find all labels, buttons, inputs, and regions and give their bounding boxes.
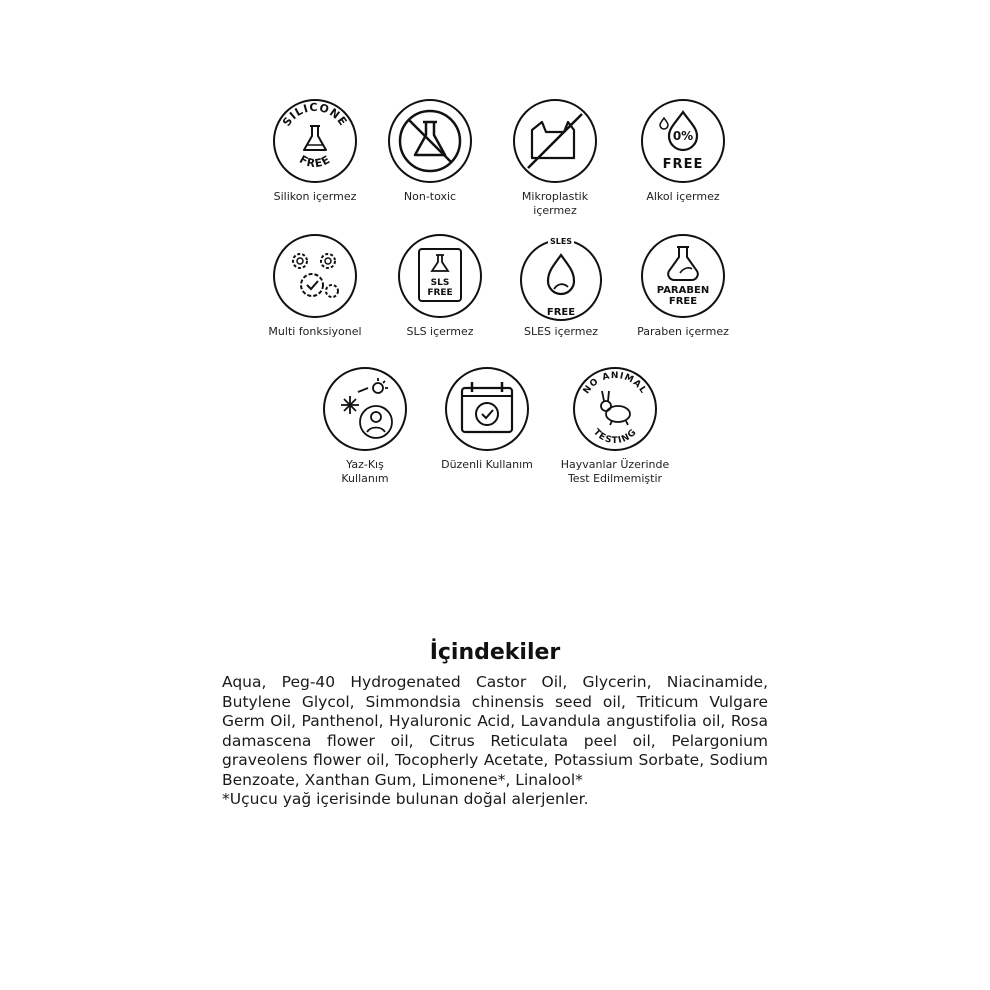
badge-label: Mikroplastik içermez [521, 190, 589, 217]
badge-sles-free [506, 233, 616, 339]
silicone-free-icon [272, 98, 358, 184]
ingredients-section [222, 640, 768, 810]
badge-microplastic-free [500, 98, 610, 218]
no-animal-testing-icon [572, 366, 658, 452]
alcohol-free-icon [640, 98, 726, 184]
svg-text:FREE: FREE [668, 296, 698, 307]
paraben-free-icon [640, 233, 726, 319]
calendar-check-icon [444, 366, 530, 452]
allergen-note: *Uçucu yağ içerisinde bulunan doğal alerjenler. [222, 790, 589, 808]
badge-label: Hayvanlar Üzerinde Test Edilmemiştir [560, 458, 670, 485]
badge-label: Paraben içermez [637, 325, 729, 338]
svg-text:SLS: SLS [430, 278, 450, 288]
badge-alcohol-free [628, 98, 738, 204]
svg-text:FREE: FREE [297, 152, 333, 171]
svg-text:PARABEN: PARABEN [656, 285, 710, 296]
badge-summer-winter [310, 366, 420, 486]
badge-paraben-free [628, 233, 738, 339]
badge-multifunction [260, 233, 370, 339]
svg-text:TESTING: TESTING [590, 427, 640, 447]
badge-label: Yaz-Kış Kullanım [341, 458, 389, 485]
svg-text:NO ANIMAL: NO ANIMAL [581, 370, 649, 397]
badge-label: Non-toxic [403, 190, 457, 203]
badge-sls-free [385, 233, 495, 339]
multifunction-gears-icon [272, 233, 358, 319]
badge-label: SLS içermez [406, 325, 474, 338]
badge-label: Düzenli Kullanım [441, 458, 533, 471]
svg-text:SILICONE: SILICONE [280, 100, 350, 129]
badge-label: Multi fonksiyonel [268, 325, 362, 338]
svg-text:FREE: FREE [546, 307, 576, 318]
sles-free-icon [518, 233, 604, 323]
svg-text:SLES: SLES [549, 237, 573, 246]
badge-non-toxic [385, 98, 475, 204]
badge-no-animal-testing [550, 366, 680, 486]
ingredients-list: Aqua, Peg-40 Hydrogenated Castor Oil, Glycerin, Niacinamide, Butylene Glycol, Simmondsia chinensis seed oil, Triticum Vulgare Germ Oil, Panthenol, Hyaluronic Acid, Lavandula angustifolia oil, Rosa damascena flower oil, Citrus Reticulata peel oil, Pelargonium graveolens flower oil, Tocopherly Acetate, Potassium Sorbate, Sodium Benzoate, Xanthan Gum, Limonene*, Linalool* [222, 673, 768, 789]
badge-label: Alkol içermez [646, 190, 720, 203]
ingredients-title: İçindekiler [429, 640, 561, 665]
badge-regular-use [432, 366, 542, 472]
sls-free-icon [397, 233, 483, 319]
svg-text:FREE: FREE [662, 157, 704, 172]
badge-label: SLES içermez [524, 325, 598, 338]
non-toxic-icon [387, 98, 473, 184]
svg-text:0%: 0% [672, 129, 694, 143]
badge-label: Silikon içermez [273, 190, 357, 203]
microplastic-free-icon [512, 98, 598, 184]
summer-winter-use-icon [322, 366, 408, 452]
svg-text:FREE: FREE [427, 288, 453, 298]
badge-silicone-free [260, 98, 370, 204]
